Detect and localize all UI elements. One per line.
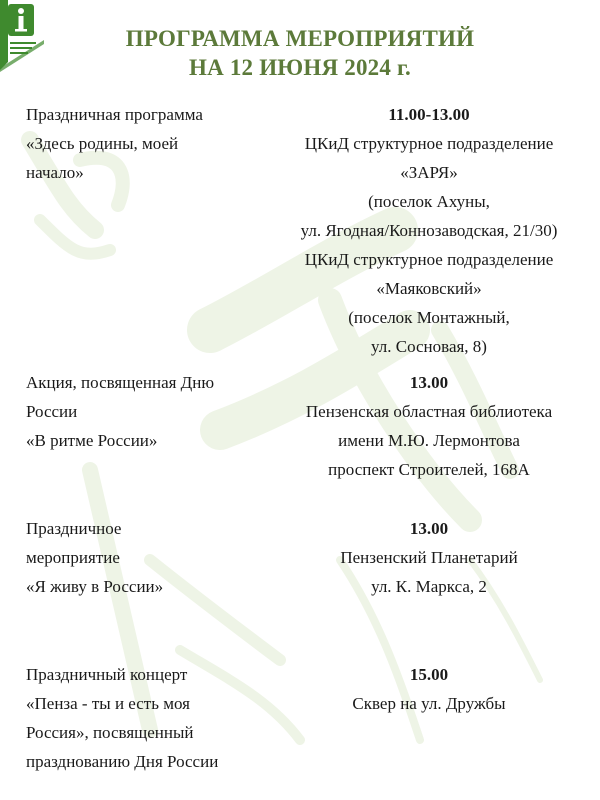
event-name-line: Праздничное [26,519,122,538]
event-time: 11.00-13.00 [388,105,470,124]
event-name-line: Праздничная программа [26,105,203,124]
event-name-line: начало» [26,163,84,182]
event-venue-line: проспект Строителей, 168А [328,460,530,479]
event-time: 13.00 [409,519,449,538]
event-name-line: Праздничный концерт [26,665,188,684]
event-time: 15.00 [409,665,449,684]
event-venue-line: «Маяковский» [376,279,482,298]
event-details [270,660,588,718]
event-name [26,100,266,187]
event-name-line: Акция, посвященная Дню [26,373,215,392]
event-venue-line: ул. К. Маркса, 2 [371,577,487,596]
event-name-line: «Пенза - ты и есть моя [26,694,190,713]
event-name-line: мероприятие [26,548,120,567]
event-venue-line: ЦКиД структурное подразделение [304,250,554,269]
event-name-line: «Я живу в России» [26,577,164,596]
event-venue-line: Сквер на ул. Дружбы [352,694,506,713]
event-name [26,660,266,776]
page-title [0,24,600,82]
title-line-1: ПРОГРАММА МЕРОПРИЯТИЙ [125,26,475,51]
event-name-line: Россия», посвященный [26,723,194,742]
event-venue-line: Пензенский Планетарий [340,548,518,567]
event-venue-line: (поселок Монтажный, [348,308,510,327]
event-venue-line: имени М.Ю. Лермонтова [338,431,520,450]
event-venue-line: ЦКиД структурное подразделение [304,134,554,153]
event-name [26,514,266,601]
event-venue-line: (поселок Ахуны, [368,192,490,211]
event-name [26,368,266,455]
event-name-line: «В ритме России» [26,431,158,450]
event-details [270,514,588,601]
event-venue-line: Пензенская областная библиотека [305,402,553,421]
event-time: 13.00 [409,373,449,392]
event-name-line: празднованию Дня России [26,752,219,771]
event-venue-line: ул. Ягодная/Коннозаводская, 21/30) [300,221,558,240]
event-details [270,368,588,484]
event-venue-line: «ЗАРЯ» [400,163,458,182]
title-line-2: НА 12 ИЮНЯ 2024 г. [189,55,411,80]
event-details [270,100,588,361]
event-name-line: России [26,402,78,421]
event-name-line: «Здесь родины, моей [26,134,179,153]
event-venue-line: ул. Сосновая, 8) [371,337,487,356]
